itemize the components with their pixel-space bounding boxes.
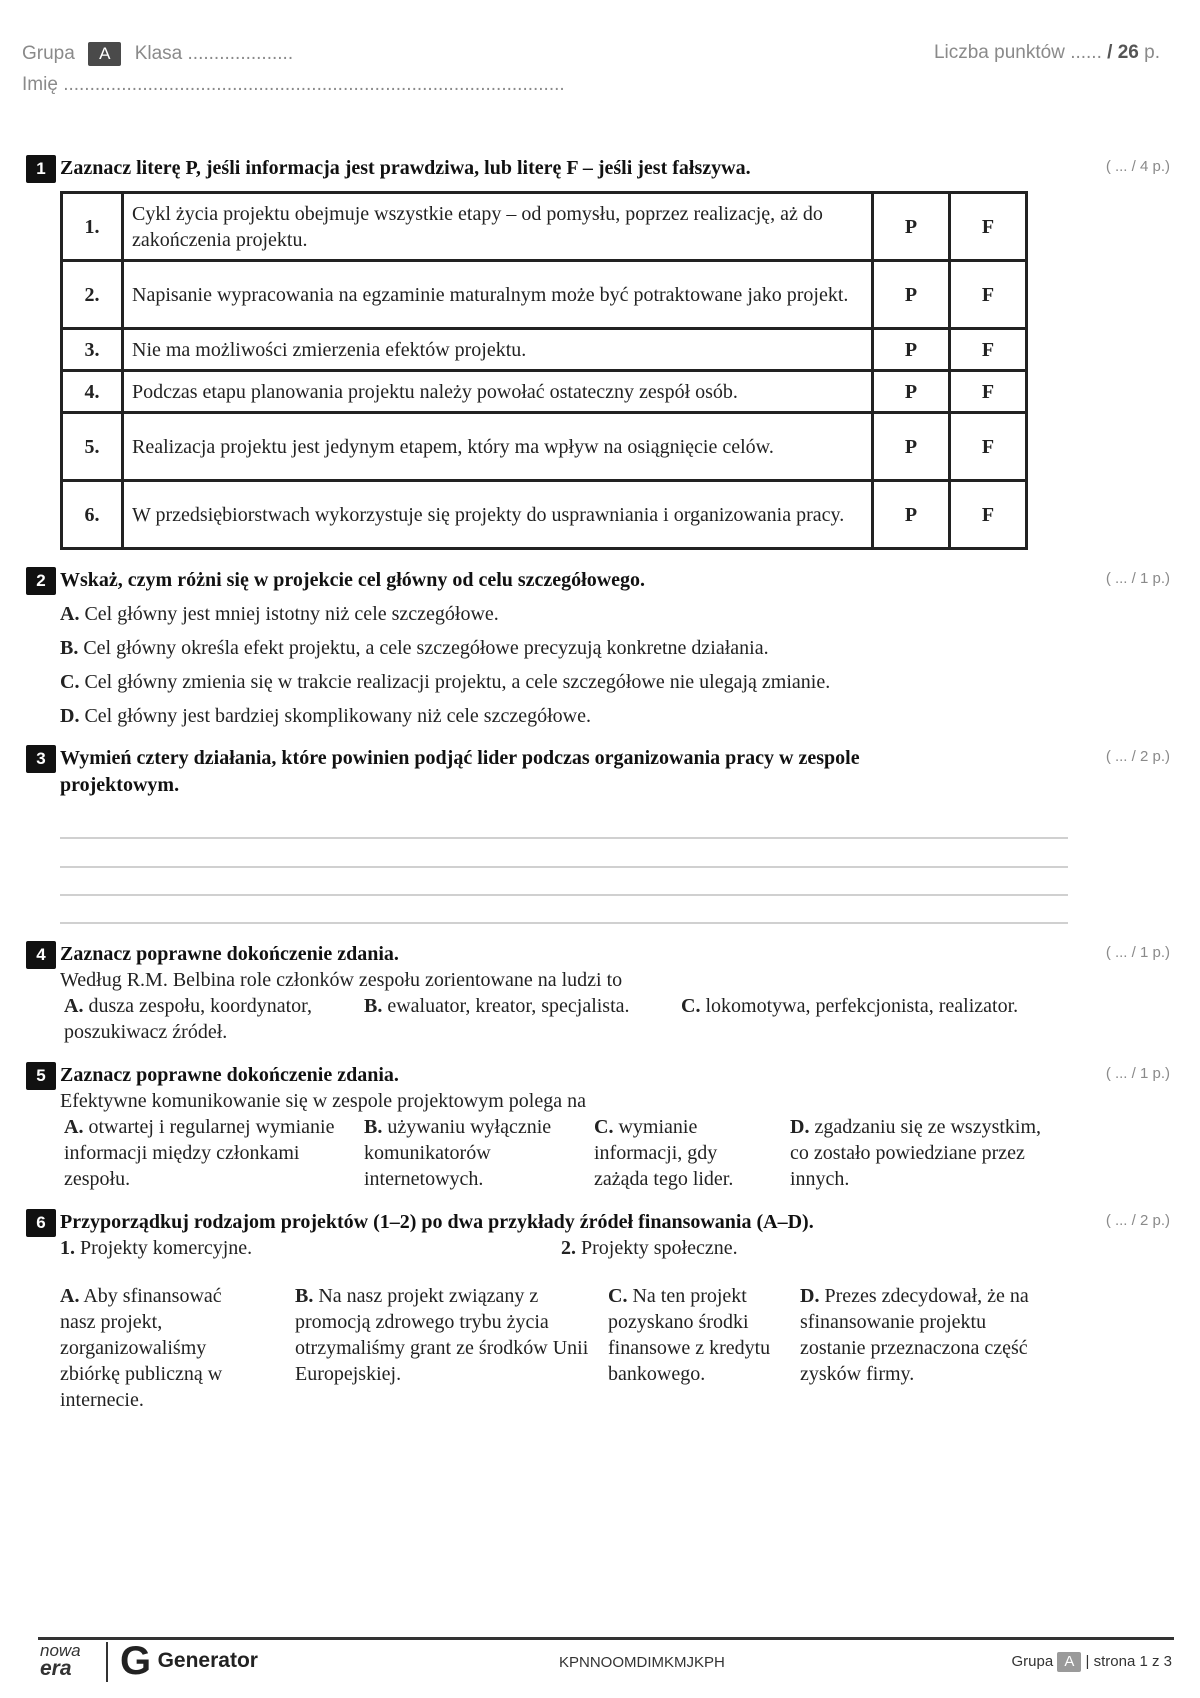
source-text: Prezes zdecydował, że na sfinansowanie projektu zostanie przeznaczona część zysków firmy. (800, 1285, 1029, 1385)
option-text: wymianie informacji, gdy zażąda tego lider. (594, 1116, 734, 1190)
option-letter: A. (64, 995, 84, 1017)
row-number: 6. (62, 481, 123, 549)
question-title-5: Zaznacz poprawne dokończenie zdania. (60, 1064, 399, 1086)
table-row (62, 261, 1027, 329)
question-title-4: Zaznacz poprawne dokończenie zdania. (60, 943, 399, 965)
name-dots[interactable]: ............................................................................................... (63, 74, 565, 95)
question-points-6: ( ... / 2 p.) (1105, 1212, 1170, 1229)
funding-source[interactable] (800, 1283, 1055, 1387)
row-number: 3. (62, 329, 123, 371)
question-number-5: 5 (26, 1062, 56, 1090)
answer-option[interactable] (64, 1114, 336, 1192)
answer-line[interactable] (60, 894, 1068, 896)
question-title-line: projektowym. (60, 774, 180, 796)
class-dots[interactable]: .................... (187, 43, 294, 64)
table-row (62, 481, 1027, 549)
document-code: KPNNOOMDIMKMJKPH (559, 1654, 725, 1671)
question-title-line: Wymień cztery działania, które powinien podjąć lider podczas organizowania pracy w zespole (60, 747, 860, 769)
row-statement: Napisanie wypracowania na egzaminie maturalnym może być potraktowane jako projekt. (123, 261, 873, 329)
group-field (22, 42, 293, 66)
question-title-6: Przyporządkuj rodzajom projektów (1–2) po dwa przykłady źródeł finansowania (A–D). (60, 1211, 814, 1233)
row-number: 5. (62, 413, 123, 481)
question-title-1: Zaznacz literę P, jeśli informacja jest prawdziwa, lub literę F – jeśli jest fałszywa. (60, 157, 751, 179)
points-field (934, 42, 1160, 64)
logo-top: nowa (40, 1641, 81, 1660)
table-row (62, 329, 1027, 371)
funding-source[interactable] (60, 1283, 260, 1413)
true-option[interactable]: P (873, 371, 950, 413)
false-option[interactable]: F (950, 193, 1027, 261)
false-option[interactable]: F (950, 261, 1027, 329)
source-letter: B. (295, 1285, 314, 1307)
project-type (60, 1235, 252, 1261)
question-number-6: 6 (26, 1209, 56, 1237)
source-text: Na nasz projekt związany z promocją zdrowego trybu życia otrzymaliśmy grant ze środków Unii Europejskiej. (295, 1285, 589, 1385)
group-badge: A (88, 42, 121, 66)
points-label: Liczba punktów (933, 42, 1065, 63)
option-text: ewaluator, kreator, specjalista. (387, 995, 630, 1017)
answer-line[interactable] (60, 837, 1068, 839)
question-number-2: 2 (26, 567, 56, 595)
option-letter: B. (364, 995, 383, 1017)
project-type (561, 1235, 738, 1261)
answer-option[interactable] (60, 669, 830, 695)
nowa-era-logo (40, 1642, 100, 1686)
option-letter: B. (364, 1116, 383, 1138)
source-letter: C. (608, 1285, 628, 1307)
name-label: Imię (22, 74, 58, 95)
option-letter: A. (60, 603, 80, 625)
footer-group-badge: A (1057, 1652, 1081, 1672)
footer-group-label: Grupa (1011, 1653, 1054, 1670)
answer-option[interactable] (60, 635, 769, 661)
table-row (62, 371, 1027, 413)
true-false-table (60, 191, 1028, 550)
option-text: otwartej i regularnej wymianie informacji między członkami zespołu. (64, 1116, 335, 1190)
type-text: Projekty społeczne. (581, 1237, 738, 1259)
generator-logo (120, 1638, 258, 1684)
points-total: / 26 (1107, 42, 1139, 63)
option-letter: B. (60, 637, 79, 659)
question-title-2: Wskaż, czym różni się w projekcie cel główny od celu szczegółowego. (60, 569, 646, 591)
true-option[interactable]: P (873, 261, 950, 329)
question-points-4: ( ... / 1 p.) (1105, 944, 1170, 961)
row-statement: Nie ma możliwości zmierzenia efektów projektu. (123, 329, 873, 371)
logo-bottom: era (40, 1657, 72, 1680)
question-points-3: ( ... / 2 p.) (1105, 748, 1170, 765)
answer-line[interactable] (60, 922, 1068, 924)
answer-option[interactable] (64, 993, 312, 1019)
question-title-3 (60, 745, 860, 799)
answer-option[interactable] (681, 993, 1018, 1019)
option-text: Cel główny zmienia się w trakcie realizacji projektu, a cele szczegółowe nie ulegają zmianie. (84, 671, 831, 693)
source-letter: D. (800, 1285, 820, 1307)
true-option[interactable]: P (873, 413, 950, 481)
false-option[interactable]: F (950, 371, 1027, 413)
table-row (62, 413, 1027, 481)
option-letter: D. (790, 1116, 810, 1138)
group-label: Grupa (22, 43, 75, 64)
option-text: zgadzaniu się ze wszystkim, co zostało powiedziane przez innych. (790, 1116, 1042, 1190)
option-text: lokomotywa, perfekcjonista, realizator. (705, 995, 1019, 1017)
answer-option[interactable] (364, 993, 630, 1019)
type-number: 2. (561, 1237, 576, 1259)
points-dots[interactable]: ...... (1070, 42, 1102, 63)
question-stem: Według R.M. Belbina role członków zespołu zorientowane na ludzi to (60, 969, 623, 991)
option-letter: D. (60, 705, 80, 727)
option-letter: C. (594, 1116, 614, 1138)
logo-divider (106, 1642, 108, 1682)
true-option[interactable]: P (873, 193, 950, 261)
false-option[interactable]: F (950, 329, 1027, 371)
funding-source[interactable] (608, 1283, 794, 1387)
row-statement: Podczas etapu planowania projektu należy powołać ostateczny zespół osób. (123, 371, 873, 413)
question-points-1: ( ... / 4 p.) (1105, 158, 1170, 175)
option-letter: A. (64, 1116, 84, 1138)
option-letter: C. (681, 995, 701, 1017)
option-continuation: poszukiwacz źródeł. (64, 1021, 228, 1043)
generator-label: Generator (157, 1649, 258, 1672)
row-number: 4. (62, 371, 123, 413)
question-stem: Efektywne komunikowanie się w zespole projektowym polega na (60, 1090, 586, 1112)
answer-option[interactable] (60, 703, 591, 729)
funding-source[interactable] (295, 1283, 590, 1387)
answer-option[interactable] (594, 1114, 769, 1192)
answer-line[interactable] (60, 866, 1068, 868)
true-option[interactable]: P (873, 481, 950, 549)
type-text: Projekty komercyjne. (80, 1237, 253, 1259)
type-number: 1. (60, 1237, 75, 1259)
row-statement: W przedsiębiorstwach wykorzystuje się projekty do usprawniania i organizowania pracy. (123, 481, 873, 549)
row-statement: Cykl życia projektu obejmuje wszystkie etapy – od pomysłu, poprzez realizację, aż do zakończenia projektu. (123, 193, 873, 261)
source-text: Na ten projekt pozyskano środki finansowe z kredytu bankowego. (608, 1285, 771, 1385)
question-number-4: 4 (26, 941, 56, 969)
question-number-1: 1 (26, 155, 56, 183)
page-indicator: | strona 1 z 3 (1085, 1653, 1172, 1670)
name-field (22, 74, 565, 96)
source-text: Aby sfinansować nasz projekt, zorganizowaliśmy zbiórkę publiczną w internecie. (60, 1285, 223, 1411)
question-points-5: ( ... / 1 p.) (1105, 1065, 1170, 1082)
answer-option[interactable] (364, 1114, 586, 1192)
false-option[interactable]: F (950, 481, 1027, 549)
class-label: Klasa (134, 43, 183, 64)
answer-option[interactable] (60, 601, 499, 627)
row-number: 1. (62, 193, 123, 261)
points-unit: p. (1144, 42, 1160, 63)
source-letter: A. (60, 1285, 80, 1307)
question-number-3: 3 (26, 745, 56, 773)
option-text: Cel główny jest mniej istotny niż cele szczegółowe. (84, 603, 499, 625)
generator-g-icon: G (120, 1639, 152, 1683)
table-row (62, 193, 1027, 261)
option-text: Cel główny określa efekt projektu, a cele szczegółowe precyzują konkretne działania. (83, 637, 769, 659)
question-points-2: ( ... / 1 p.) (1105, 570, 1170, 587)
option-letter: C. (60, 671, 80, 693)
footer-page-info (1011, 1652, 1172, 1672)
false-option[interactable]: F (950, 413, 1027, 481)
row-statement: Realizacja projektu jest jedynym etapem, który ma wpływ na osiągnięcie celów. (123, 413, 873, 481)
option-text: używaniu wyłącznie komunikatorów internetowych. (364, 1116, 552, 1190)
option-text: dusza zespołu, koordynator, (88, 995, 313, 1017)
option-text: Cel główny jest bardziej skomplikowany niż cele szczegółowe. (84, 705, 591, 727)
answer-option[interactable] (790, 1114, 1060, 1192)
true-option[interactable]: P (873, 329, 950, 371)
row-number: 2. (62, 261, 123, 329)
